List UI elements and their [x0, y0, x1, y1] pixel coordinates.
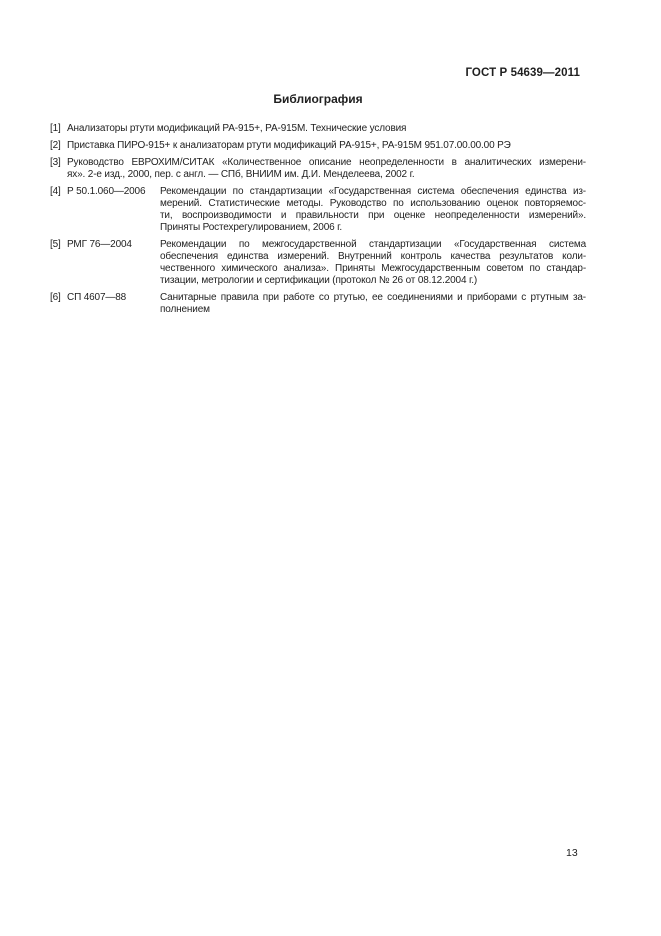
entry-text-line: чественного химического анализа». Приняты Межгосударственным советом по стандар-: [160, 263, 586, 274]
bib-entry: [50, 186, 586, 234]
entry-doc-code: Р 50.1.060—2006: [67, 186, 146, 197]
entry-text-line: тизации, метрологии и сертификации (протокол № 26 от 08.12.2004 г.): [160, 275, 478, 286]
entry-text: [67, 123, 586, 135]
bib-entry: [50, 292, 586, 316]
entry-number: [4]: [50, 186, 61, 197]
entry-text-line: обеспечения единства измерений. Внутренний контроль качества результатов коли-: [160, 251, 586, 262]
entry-text-line: Рекомендации по межгосударственной стандартизации «Государственная система: [160, 239, 586, 250]
entry-text: [160, 186, 586, 234]
bib-entry: [50, 239, 586, 287]
entry-text: [67, 157, 586, 181]
entry-text-line: Анализаторы ртути модификаций РА-915+, РА-915М. Технические условия: [67, 123, 407, 134]
entry-text-line: Санитарные правила при работе со ртутью, ее соединениями и приборами с ртутным за-: [160, 292, 586, 303]
entry-doc-code: СП 4607—88: [67, 292, 127, 303]
entry-number: [5]: [50, 239, 61, 250]
bib-entry: [50, 123, 586, 135]
entry-number: [1]: [50, 123, 61, 134]
page-number: 13: [566, 847, 578, 859]
entry-text: [67, 140, 586, 152]
entry-text-line: ях». 2-е изд., 2000, пер. с англ. — СПб, ВНИИМ им. Д.И. Менделеева, 2002 г.: [67, 169, 415, 180]
page-title: Библиография: [273, 92, 363, 106]
entry-text-line: Приняты Ростехрегулированием, 2006 г.: [160, 222, 343, 233]
entry-number: [3]: [50, 157, 61, 168]
entry-text-line: Приставка ПИРО-915+ к анализаторам ртути модификаций РА-915+, РА-915М 951.07.00.00.00 РЭ: [67, 140, 511, 151]
entry-text: [160, 239, 586, 287]
entry-text-line: мерений. Статистические методы. Руководство по использованию оценок повторяемос-: [160, 198, 586, 209]
entry-text-line: Руководство ЕВРОХИМ/СИТАК «Количественное описание неопределенности в аналитических измерени-: [67, 157, 586, 168]
bib-entry: [50, 157, 586, 181]
entry-text-line: ти, воспроизводимости и правильности при оценке неопределенности измерений».: [160, 210, 586, 221]
entry-number: [6]: [50, 292, 61, 303]
doc-standard-number: ГОСТ Р 54639—2011: [465, 67, 580, 79]
entry-number: [2]: [50, 140, 61, 151]
entry-text-line: полнением: [160, 304, 210, 315]
entry-text-line: Рекомендации по стандартизации «Государственная система обеспечения единства из-: [160, 186, 586, 197]
entry-doc-code: РМГ 76—2004: [67, 239, 132, 250]
bib-entry: [50, 140, 586, 152]
entry-text: [160, 292, 586, 316]
bibliography-list: [50, 123, 586, 321]
